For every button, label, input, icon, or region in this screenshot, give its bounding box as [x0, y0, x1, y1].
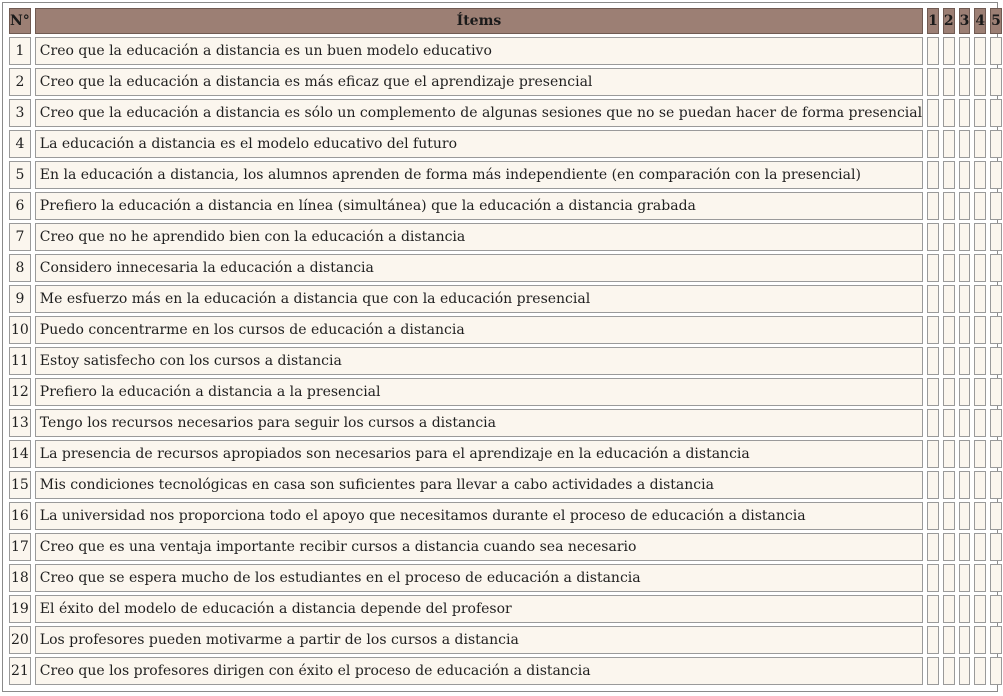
rating-box-3[interactable]	[959, 223, 971, 251]
table-row	[9, 347, 1002, 375]
rating-box-1[interactable]	[927, 378, 939, 406]
item-number: 10	[9, 316, 31, 344]
item-statement: Creo que es una ventaja importante recibir cursos a distancia cuando sea necesario	[35, 533, 923, 561]
item-number: 3	[9, 99, 31, 127]
rating-box-2[interactable]	[943, 409, 955, 437]
rating-box-4[interactable]	[974, 409, 986, 437]
rating-box-4[interactable]	[974, 347, 986, 375]
rating-box-5[interactable]	[990, 37, 1002, 65]
rating-box-1[interactable]	[927, 471, 939, 499]
table-row	[9, 192, 1002, 220]
rating-box-2[interactable]	[943, 130, 955, 158]
rating-box-2[interactable]	[943, 347, 955, 375]
table-row	[9, 161, 1002, 189]
rating-box-5[interactable]	[990, 99, 1002, 127]
rating-box-4[interactable]	[974, 471, 986, 499]
rating-box-3[interactable]	[959, 471, 971, 499]
items-column-header: Ítems	[35, 8, 923, 34]
rating-box-4[interactable]	[974, 285, 986, 313]
rating-box-3[interactable]	[959, 595, 971, 623]
rating-box-3[interactable]	[959, 285, 971, 313]
item-number: 7	[9, 223, 31, 251]
rating-box-5[interactable]	[990, 316, 1002, 344]
rating-box-3[interactable]	[959, 502, 971, 530]
rating-box-5[interactable]	[990, 502, 1002, 530]
rating-box-2[interactable]	[943, 440, 955, 468]
rating-box-1[interactable]	[927, 161, 939, 189]
item-statement: La presencia de recursos apropiados son necesarios para el aprendizaje en la educación a distancia	[35, 440, 923, 468]
rating-box-4[interactable]	[974, 68, 986, 96]
rating-box-1[interactable]	[927, 223, 939, 251]
rating-box-4[interactable]	[974, 440, 986, 468]
rating-box-2[interactable]	[943, 626, 955, 654]
item-statement: Creo que no he aprendido bien con la educación a distancia	[35, 223, 923, 251]
rating-box-5[interactable]	[990, 223, 1002, 251]
rating-box-1[interactable]	[927, 409, 939, 437]
likert-survey-table	[5, 5, 1003, 688]
rating-box-2[interactable]	[943, 564, 955, 592]
item-number: 13	[9, 409, 31, 437]
rating-box-5[interactable]	[990, 378, 1002, 406]
item-statement: En la educación a distancia, los alumnos aprenden de forma más independiente (en comparación con la presencial)	[35, 161, 923, 189]
rating-box-5[interactable]	[990, 254, 1002, 282]
rating-box-3[interactable]	[959, 564, 971, 592]
item-statement: Creo que se espera mucho de los estudiantes en el proceso de educación a distancia	[35, 564, 923, 592]
item-statement: Prefiero la educación a distancia en línea (simultánea) que la educación a distancia grabada	[35, 192, 923, 220]
rating-box-2[interactable]	[943, 595, 955, 623]
item-number: 1	[9, 37, 31, 65]
item-statement: Tengo los recursos necesarios para seguir los cursos a distancia	[35, 409, 923, 437]
rating-box-3[interactable]	[959, 533, 971, 561]
item-number: 18	[9, 564, 31, 592]
rating-box-4[interactable]	[974, 99, 986, 127]
rating-box-1[interactable]	[927, 533, 939, 561]
rating-box-1[interactable]	[927, 440, 939, 468]
rating-box-5[interactable]	[990, 192, 1002, 220]
rating-box-3[interactable]	[959, 409, 971, 437]
rating-box-5[interactable]	[990, 595, 1002, 623]
item-number: 12	[9, 378, 31, 406]
table-row	[9, 285, 1002, 313]
rating-box-5[interactable]	[990, 68, 1002, 96]
item-number: 11	[9, 347, 31, 375]
item-statement: La educación a distancia es el modelo educativo del futuro	[35, 130, 923, 158]
rating-box-2[interactable]	[943, 99, 955, 127]
rating-box-1[interactable]	[927, 285, 939, 313]
item-statement: Creo que la educación a distancia es más eficaz que el aprendizaje presencial	[35, 68, 923, 96]
rating-box-1[interactable]	[927, 347, 939, 375]
item-number: 15	[9, 471, 31, 499]
rating-box-1[interactable]	[927, 626, 939, 654]
table-row	[9, 68, 1002, 96]
rating-box-1[interactable]	[927, 316, 939, 344]
rating-box-2[interactable]	[943, 316, 955, 344]
number-column-header: N°	[9, 8, 31, 34]
rating-box-4[interactable]	[974, 161, 986, 189]
scale-header-3: 3	[959, 8, 971, 34]
item-number: 17	[9, 533, 31, 561]
rating-box-1[interactable]	[927, 99, 939, 127]
item-number: 5	[9, 161, 31, 189]
rating-box-2[interactable]	[943, 285, 955, 313]
scale-header-4: 4	[974, 8, 986, 34]
scale-header-1: 1	[927, 8, 939, 34]
rating-box-2[interactable]	[943, 192, 955, 220]
table-row	[9, 533, 1002, 561]
rating-box-5[interactable]	[990, 626, 1002, 654]
rating-box-1[interactable]	[927, 192, 939, 220]
rating-box-4[interactable]	[974, 130, 986, 158]
item-number: 14	[9, 440, 31, 468]
rating-box-3[interactable]	[959, 316, 971, 344]
rating-box-5[interactable]	[990, 533, 1002, 561]
rating-box-4[interactable]	[974, 254, 986, 282]
rating-box-3[interactable]	[959, 626, 971, 654]
table-row	[9, 440, 1002, 468]
rating-box-2[interactable]	[943, 254, 955, 282]
item-number: 20	[9, 626, 31, 654]
rating-box-3[interactable]	[959, 192, 971, 220]
rating-box-2[interactable]	[943, 68, 955, 96]
rating-box-3[interactable]	[959, 37, 971, 65]
table-row	[9, 502, 1002, 530]
rating-box-4[interactable]	[974, 37, 986, 65]
rating-box-4[interactable]	[974, 223, 986, 251]
rating-box-2[interactable]	[943, 657, 955, 685]
rating-box-3[interactable]	[959, 440, 971, 468]
table-row	[9, 223, 1002, 251]
table-row	[9, 626, 1002, 654]
item-number: 6	[9, 192, 31, 220]
rating-box-1[interactable]	[927, 502, 939, 530]
table-row	[9, 378, 1002, 406]
rating-box-3[interactable]	[959, 68, 971, 96]
item-statement: Estoy satisfecho con los cursos a distancia	[35, 347, 923, 375]
survey-frame	[2, 2, 1001, 692]
rating-box-3[interactable]	[959, 254, 971, 282]
rating-box-5[interactable]	[990, 161, 1002, 189]
item-statement: La universidad nos proporciona todo el apoyo que necesitamos durante el proceso de educación a distancia	[35, 502, 923, 530]
rating-box-4[interactable]	[974, 192, 986, 220]
rating-box-5[interactable]	[990, 657, 1002, 685]
rating-box-1[interactable]	[927, 564, 939, 592]
item-number: 21	[9, 657, 31, 685]
item-statement: Puedo concentrarme en los cursos de educación a distancia	[35, 316, 923, 344]
item-statement: Me esfuerzo más en la educación a distancia que con la educación presencial	[35, 285, 923, 313]
table-row	[9, 130, 1002, 158]
rating-box-1[interactable]	[927, 657, 939, 685]
rating-box-2[interactable]	[943, 378, 955, 406]
rating-box-2[interactable]	[943, 37, 955, 65]
rating-box-3[interactable]	[959, 161, 971, 189]
item-number: 16	[9, 502, 31, 530]
table-row	[9, 254, 1002, 282]
rating-box-2[interactable]	[943, 161, 955, 189]
item-statement: Prefiero la educación a distancia a la presencial	[35, 378, 923, 406]
table-row	[9, 409, 1002, 437]
rating-box-3[interactable]	[959, 378, 971, 406]
rating-box-1[interactable]	[927, 37, 939, 65]
item-statement: Creo que la educación a distancia es un buen modelo educativo	[35, 37, 923, 65]
scale-header-5: 5	[990, 8, 1002, 34]
item-statement: El éxito del modelo de educación a distancia depende del profesor	[35, 595, 923, 623]
rating-box-3[interactable]	[959, 130, 971, 158]
rating-box-5[interactable]	[990, 285, 1002, 313]
rating-box-2[interactable]	[943, 533, 955, 561]
item-number: 2	[9, 68, 31, 96]
header-row	[9, 8, 1002, 34]
rating-box-5[interactable]	[990, 471, 1002, 499]
rating-box-3[interactable]	[959, 657, 971, 685]
rating-box-2[interactable]	[943, 223, 955, 251]
item-number: 9	[9, 285, 31, 313]
item-statement: Creo que los profesores dirigen con éxito el proceso de educación a distancia	[35, 657, 923, 685]
item-statement: Los profesores pueden motivarme a partir de los cursos a distancia	[35, 626, 923, 654]
rating-box-1[interactable]	[927, 254, 939, 282]
rating-box-4[interactable]	[974, 564, 986, 592]
rating-box-5[interactable]	[990, 564, 1002, 592]
rating-box-4[interactable]	[974, 533, 986, 561]
item-number: 19	[9, 595, 31, 623]
rating-box-4[interactable]	[974, 378, 986, 406]
table-row	[9, 657, 1002, 685]
rating-box-1[interactable]	[927, 130, 939, 158]
table-row	[9, 595, 1002, 623]
rating-box-4[interactable]	[974, 502, 986, 530]
rating-box-1[interactable]	[927, 595, 939, 623]
table-row	[9, 37, 1002, 65]
rating-box-4[interactable]	[974, 595, 986, 623]
rating-box-5[interactable]	[990, 440, 1002, 468]
item-statement: Considero innecesaria la educación a distancia	[35, 254, 923, 282]
table-row	[9, 99, 1002, 127]
table-row	[9, 564, 1002, 592]
rating-box-5[interactable]	[990, 409, 1002, 437]
rating-box-5[interactable]	[990, 130, 1002, 158]
scale-header-2: 2	[943, 8, 955, 34]
rating-box-2[interactable]	[943, 502, 955, 530]
rating-box-3[interactable]	[959, 347, 971, 375]
table-row	[9, 316, 1002, 344]
rating-box-1[interactable]	[927, 68, 939, 96]
table-row	[9, 471, 1002, 499]
rating-box-2[interactable]	[943, 471, 955, 499]
rating-box-3[interactable]	[959, 99, 971, 127]
rating-box-4[interactable]	[974, 626, 986, 654]
rating-box-4[interactable]	[974, 316, 986, 344]
rating-box-5[interactable]	[990, 347, 1002, 375]
rating-box-4[interactable]	[974, 657, 986, 685]
item-number: 8	[9, 254, 31, 282]
item-number: 4	[9, 130, 31, 158]
survey-rows	[9, 37, 1002, 685]
item-statement: Mis condiciones tecnológicas en casa son suficientes para llevar a cabo actividades a distancia	[35, 471, 923, 499]
item-statement: Creo que la educación a distancia es sólo un complemento de algunas sesiones que no se puedan hacer de forma presencial	[35, 99, 923, 127]
